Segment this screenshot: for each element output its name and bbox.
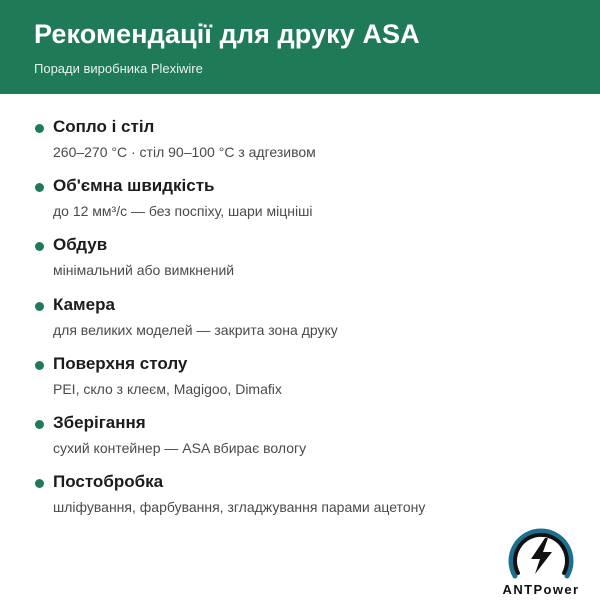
item-title: Поверхня столу (53, 353, 188, 373)
page-subtitle: Поради виробника Plexiwire (34, 61, 203, 76)
item-title: Обдув (53, 235, 108, 255)
bullet-icon (35, 361, 44, 370)
item-description: PEI, скло з клеєм, Magigoo, Dimafix (53, 380, 282, 397)
bullet-icon (35, 479, 44, 488)
bullet-icon (35, 124, 44, 133)
list-item (0, 236, 600, 295)
list-item (0, 118, 600, 177)
item-description: 260–270 °C · стіл 90–100 °C з адгезивом (53, 144, 316, 160)
item-description: шліфування, фарбування, згладжування парами ацетону (53, 499, 426, 516)
brand-logo (486, 526, 596, 598)
item-title: Об'ємна швидкість (53, 176, 215, 196)
list-item (0, 473, 600, 532)
item-title: Постобробка (53, 472, 164, 492)
bullet-icon (35, 420, 44, 429)
bullet-icon (35, 183, 44, 192)
recommendation-list (0, 118, 600, 532)
logo-wordmark: ANTPower (502, 582, 580, 597)
bullet-icon (35, 242, 44, 251)
item-title: Зберігання (53, 412, 146, 432)
list-item (0, 296, 600, 355)
item-description: для великих моделей — закрита зона друку (53, 321, 338, 338)
item-title: Камера (53, 294, 115, 314)
header-banner (0, 0, 600, 94)
list-item (0, 414, 600, 473)
item-description: мінімальний або вимкнений (53, 262, 235, 279)
lightning-bolt-icon (503, 526, 579, 582)
item-description: сухий контейнер — ASA вбирає вологу (53, 439, 307, 456)
page-title: Рекомендації для друку ASA (34, 19, 420, 49)
item-title: Сопло і стіл (53, 117, 155, 136)
bullet-icon (35, 302, 44, 311)
item-description: до 12 мм³/с — без поспіху, шари міцніші (53, 203, 313, 220)
list-item (0, 177, 600, 236)
list-item (0, 355, 600, 414)
